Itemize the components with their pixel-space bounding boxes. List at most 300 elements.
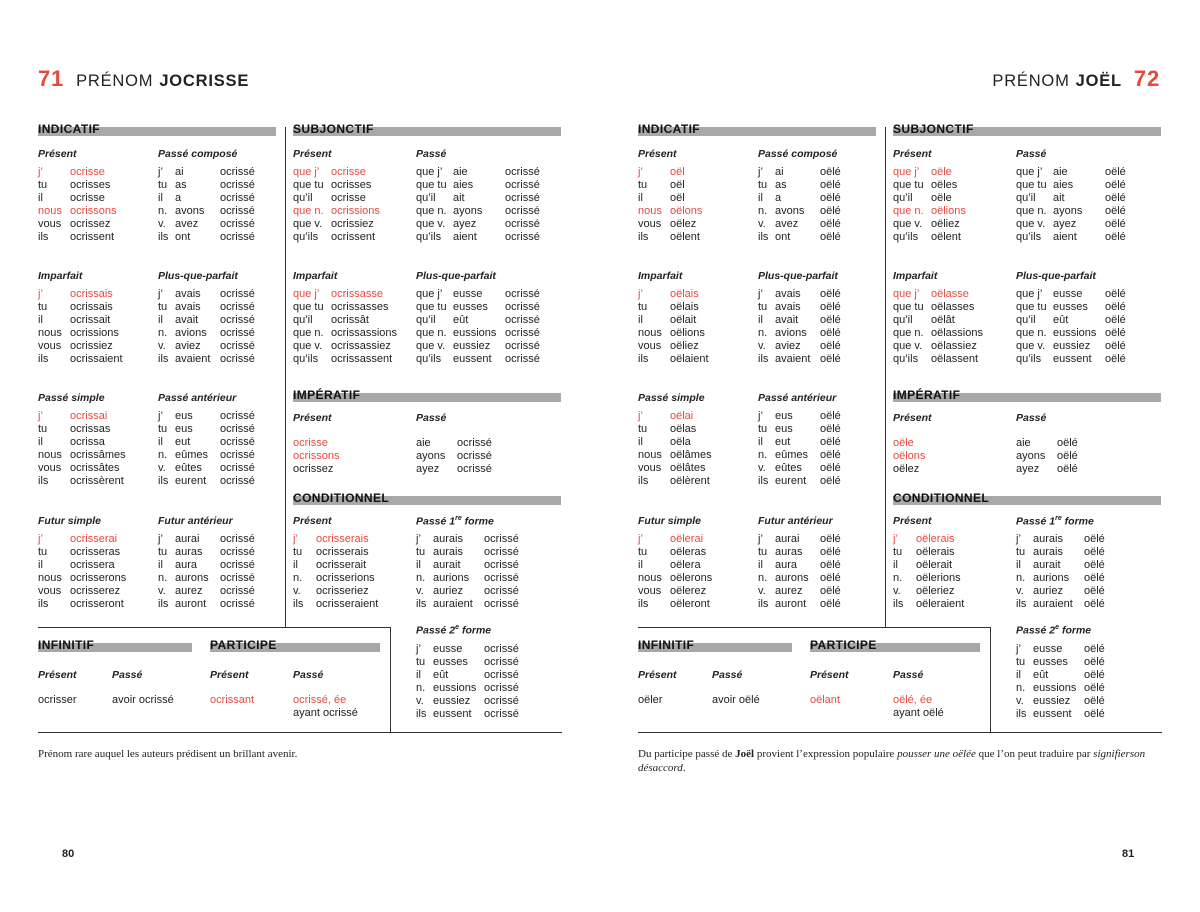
auxiliary: eus [175, 410, 193, 422]
auxiliary: eusses [433, 656, 468, 668]
verb-form: ocrissiez [70, 340, 113, 352]
pronoun: j’ [38, 166, 43, 178]
past-participle: oëlé [1105, 314, 1126, 326]
past-participle: oëlé [820, 327, 841, 339]
verb-form: oëlas [670, 423, 697, 435]
verb-form: ocrissais [70, 288, 113, 300]
pronoun: il [758, 436, 763, 448]
past-participle: ocrissé [505, 166, 540, 178]
pronoun: ils [1016, 598, 1027, 610]
pronoun: j’ [38, 288, 43, 300]
auxiliary: eût [453, 314, 469, 326]
past-participle: oëlé [1105, 353, 1126, 365]
verb-form: ocrissèrent [70, 475, 124, 487]
auxiliary: eussions [1053, 327, 1097, 339]
past-participle: oëlé [1105, 340, 1126, 352]
verb-form: ocrissions [70, 327, 119, 339]
pronoun: que n. [293, 327, 324, 339]
tense-name: Passé [112, 669, 143, 681]
verb-form: oëlai [670, 410, 694, 422]
auxiliary: auraient [433, 598, 473, 610]
auxiliary: aurais [433, 546, 463, 558]
pronoun: v. [758, 462, 766, 474]
auxiliary: avais [175, 301, 201, 313]
verb-form: oëliez [670, 340, 699, 352]
auxiliary: auront [775, 598, 807, 610]
past-participle: ocrissé [220, 166, 255, 178]
pronoun: v. [416, 585, 424, 597]
past-participle: ocrissé [220, 559, 255, 571]
pronoun: tu [638, 546, 648, 558]
section-heading: INFINITIF [638, 638, 695, 652]
pronoun: tu [758, 423, 768, 435]
past-participle: oëlé [820, 449, 841, 461]
verb-form: ocrisse [70, 192, 105, 204]
verb-form: ocrissera [70, 559, 115, 571]
past-participle: ocrissé [457, 463, 492, 475]
past-participle: oëlé [820, 205, 841, 217]
past-participle: ocrissé [505, 205, 540, 217]
past-participle: ocrissé [220, 462, 255, 474]
verb-form: ocrisse [331, 166, 366, 178]
tense-name: Imparfait [638, 270, 683, 282]
pronoun: que tu [1016, 179, 1047, 191]
footnote-text: Joël [735, 748, 755, 760]
verb-form: oël [670, 192, 685, 204]
infinitive-present: oëler [638, 694, 663, 706]
past-participle: oëlé [820, 314, 841, 326]
pronoun: j’ [758, 533, 763, 545]
past-participle: ocrissé [505, 218, 540, 230]
pronoun: que j’ [893, 166, 920, 178]
pronoun: que n. [1016, 327, 1047, 339]
pronoun: il [158, 436, 163, 448]
past-participle: oëlé [820, 546, 841, 558]
past-participle: ocrissé [220, 475, 255, 487]
pronoun: il [38, 559, 43, 571]
tense-name: Présent [638, 148, 677, 160]
pronoun: n. [416, 572, 426, 584]
auxiliary: aurais [433, 533, 463, 545]
pronoun: ils [893, 598, 904, 610]
infinitif-section [638, 638, 792, 652]
tense-name: Présent [293, 148, 332, 160]
pronoun: nous [638, 205, 662, 217]
pronoun: j’ [638, 533, 643, 545]
chapter-number: 71 [38, 66, 65, 91]
past-participle: ocrissé [220, 192, 255, 204]
pronoun: que n. [1016, 205, 1047, 217]
pronoun: j’ [416, 533, 421, 545]
title-name: JOCRISSE [159, 72, 250, 90]
pronoun: il [638, 436, 643, 448]
auxiliary: eus [775, 410, 793, 422]
tense-name: Passé [893, 669, 924, 681]
section-heading: CONDITIONNEL [893, 491, 990, 505]
verb-form: oëliez [931, 218, 960, 230]
pronoun: tu [1016, 546, 1026, 558]
verb-form: ocrissent [70, 231, 115, 243]
tense-name: Imparfait [293, 270, 338, 282]
past-participle: ocrissé [484, 695, 519, 707]
pronoun: que v. [416, 340, 446, 352]
pronoun: j’ [758, 410, 763, 422]
column-divider [285, 127, 286, 627]
pronoun: que tu [1016, 301, 1047, 313]
auxiliary: aurais [1033, 533, 1063, 545]
auxiliary: auras [175, 546, 203, 558]
pronoun: que tu [416, 301, 447, 313]
auxiliary: auraient [1033, 598, 1073, 610]
pronoun: nous [38, 205, 62, 217]
auxiliary: aie [416, 437, 431, 449]
auxiliary: eus [775, 423, 793, 435]
tense-name: Présent [893, 148, 932, 160]
pronoun: j’ [758, 288, 763, 300]
past-participle: oëlé [820, 423, 841, 435]
past-participle: ocrissé [505, 301, 540, 313]
past-participle: ocrissé [484, 598, 519, 610]
verb-form: ocrisseras [70, 546, 121, 558]
auxiliary: eussions [1033, 682, 1077, 694]
auxiliary: avez [175, 218, 199, 230]
auxiliary: aurai [175, 533, 200, 545]
past-participle: ocrissé [505, 353, 540, 365]
pronoun: qu’il [293, 314, 313, 326]
pronoun: vous [38, 218, 62, 230]
pronoun: ils [638, 475, 649, 487]
auxiliary: aurons [775, 572, 809, 584]
auxiliary: eussiez [433, 695, 471, 707]
auxiliary: eût [1053, 314, 1069, 326]
auxiliary: eût [433, 669, 449, 681]
folio: 81 [1122, 848, 1135, 860]
verb-form: oëleras [670, 546, 707, 558]
past-participle: ocrissé [484, 682, 519, 694]
tense-name: Passé composé [158, 148, 238, 160]
tense-name: Présent [210, 669, 249, 681]
conditionnel-section [293, 491, 561, 505]
footnote-text: son désaccord [638, 748, 1146, 774]
pronoun: ils [38, 475, 49, 487]
past-participle: ocrissé [505, 231, 540, 243]
pronoun: j’ [158, 288, 163, 300]
auxiliary: eûtes [175, 462, 202, 474]
verb-form: ocrisserais [316, 533, 369, 545]
pronoun: j’ [158, 533, 163, 545]
verb-form: oële [931, 166, 952, 178]
section-heading: INDICATIF [38, 122, 101, 136]
pronoun: n. [158, 449, 168, 461]
verb-form: ocrissaient [70, 353, 123, 365]
pronoun: v. [758, 218, 766, 230]
past-participle: oëlé [820, 436, 841, 448]
footnote: Prénom rare auquel les auteurs prédisent un brillant avenir. [38, 748, 298, 760]
past-participle: ocrissé [484, 656, 519, 668]
pronoun: que j’ [293, 288, 320, 300]
auxiliary: avaient [775, 353, 811, 365]
pronoun: v. [758, 585, 766, 597]
verb-form: oëlerions [916, 572, 961, 584]
past-participle: ocrissé [220, 423, 255, 435]
pronoun: n. [758, 205, 768, 217]
pronoun: tu [38, 301, 48, 313]
footnote [638, 747, 1158, 775]
pronoun: tu [416, 656, 426, 668]
past-participle: ocrissé [220, 301, 255, 313]
tense-name: Présent [38, 148, 77, 160]
pronoun: tu [893, 546, 903, 558]
auxiliary: auriez [433, 585, 463, 597]
tense-superscript: e [1055, 624, 1060, 631]
infinitive-past: avoir ocrissé [112, 694, 174, 706]
past-participle: oëlé [1105, 218, 1126, 230]
box-bottom [638, 732, 1162, 733]
footnote-text: . [682, 762, 686, 774]
subjonctif-section [893, 122, 1161, 136]
pronoun: j’ [38, 410, 43, 422]
pronoun: il [158, 192, 163, 204]
pronoun: que j’ [1016, 166, 1043, 178]
past-participle: oëlé [820, 288, 841, 300]
auxiliary: ayons [416, 450, 446, 462]
pronoun: il [38, 192, 43, 204]
indicatif-section [638, 122, 876, 136]
imperatif-section [293, 388, 561, 402]
pronoun: n. [158, 572, 168, 584]
footnote-text: Du participe passé de [638, 748, 736, 760]
conditionnel-section [893, 491, 1161, 505]
pronoun: v. [158, 218, 166, 230]
past-participle: oëlé [1105, 327, 1126, 339]
tense-name: Plus-que-parfait [416, 270, 496, 282]
tense-name [416, 624, 491, 637]
verb-form: oële [893, 437, 914, 449]
auxiliary: eusses [453, 301, 488, 313]
column-divider [885, 127, 886, 627]
auxiliary: aura [175, 559, 198, 571]
verb-form: ocrissait [70, 314, 111, 326]
pronoun: n. [758, 572, 768, 584]
verb-form: ocrisses [331, 179, 372, 191]
pronoun: n. [293, 572, 303, 584]
pronoun: tu [293, 546, 303, 558]
past-participle: ocrissé [484, 559, 519, 571]
past-participle: ocrissé [220, 533, 255, 545]
auxiliary: aurai [775, 533, 800, 545]
verb-form: oëlent [931, 231, 961, 243]
pronoun: que j’ [893, 288, 920, 300]
participle-past: oëlé, ée [893, 694, 933, 706]
pronoun: v. [1016, 585, 1024, 597]
verb-form: ocrissassent [331, 353, 393, 365]
past-participle: oëlé [820, 475, 841, 487]
verb-form: oëlâtes [670, 462, 706, 474]
pronoun: que tu [293, 301, 324, 313]
title-prefix: PRÉNOM [992, 72, 1070, 90]
pronoun: il [758, 192, 763, 204]
past-participle: oëlé [1084, 643, 1105, 655]
past-participle: oëlé [1105, 205, 1126, 217]
tense-name: Passé simple [38, 392, 105, 404]
verb-form: oëlons [670, 205, 703, 217]
pronoun: que n. [893, 205, 924, 217]
verb-form: oëlerais [916, 533, 955, 545]
verb-form: ocrissai [70, 410, 108, 422]
pronoun: que v. [1016, 340, 1046, 352]
participle-past-compound: ayant ocrissé [293, 707, 358, 719]
auxiliary: aie [453, 166, 468, 178]
pronoun: j’ [758, 166, 763, 178]
auxiliary: ayons [1053, 205, 1083, 217]
auxiliary: avait [175, 314, 199, 326]
pronoun: tu [638, 179, 648, 191]
tense-name: Passé [416, 148, 447, 160]
pronoun: qu’il [893, 314, 913, 326]
pronoun: ils [638, 353, 649, 365]
auxiliary: aies [1053, 179, 1074, 191]
section-heading: PARTICIPE [210, 638, 277, 652]
pronoun: qu’ils [1016, 231, 1042, 243]
pronoun: n. [1016, 682, 1026, 694]
pronoun: tu [158, 423, 168, 435]
auxiliary: eussiez [453, 340, 491, 352]
pronoun: il [893, 559, 898, 571]
auxiliary: avait [775, 314, 799, 326]
verb-form: oëlais [670, 288, 699, 300]
pronoun: ils [758, 598, 769, 610]
pronoun: ils [758, 475, 769, 487]
past-participle: oëlé [820, 462, 841, 474]
pronoun: ils [758, 231, 769, 243]
auxiliary: aurez [175, 585, 203, 597]
past-participle: oëlé [1084, 572, 1105, 584]
pronoun: v. [293, 585, 301, 597]
verb-form: ocrisserait [316, 559, 367, 571]
pronoun: qu’ils [293, 353, 319, 365]
pronoun: que j’ [1016, 288, 1043, 300]
verb-form: oël [670, 179, 685, 191]
pronoun: que n. [893, 327, 924, 339]
verb-form: ocrisseriez [316, 585, 369, 597]
pronoun: tu [158, 301, 168, 313]
verb-form: ocrisse [70, 166, 105, 178]
pronoun: j’ [1016, 643, 1021, 655]
pronoun: v. [1016, 695, 1024, 707]
pronoun: qu’il [416, 192, 436, 204]
auxiliary: avez [775, 218, 799, 230]
auxiliary: auront [175, 598, 207, 610]
verb-form: ocrissez [293, 463, 334, 475]
footnote-text: pousser une oëlée [897, 748, 976, 760]
past-participle: oëlé [1057, 463, 1078, 475]
tense-name: Présent [893, 412, 932, 424]
pronoun: que v. [893, 340, 923, 352]
chapter-number: 72 [1133, 66, 1160, 91]
pronoun: ils [758, 353, 769, 365]
tense-name-part: Passé 1 [416, 515, 456, 528]
tense-name: Passé [712, 669, 743, 681]
verb-form: oëlasses [931, 301, 975, 313]
pronoun: j’ [638, 288, 643, 300]
past-participle: ocrissé [484, 572, 519, 584]
auxiliary: eusse [453, 288, 483, 300]
pronoun: qu’ils [416, 231, 442, 243]
verb-form: oëlassiez [931, 340, 977, 352]
pronoun: tu [758, 179, 768, 191]
tense-name-part: Passé 2 [416, 624, 456, 637]
past-participle: ocrissé [220, 598, 255, 610]
pronoun: vous [638, 218, 662, 230]
auxiliary: ayez [1016, 463, 1040, 475]
auxiliary: ait [453, 192, 465, 204]
auxiliary: aurez [775, 585, 803, 597]
auxiliary: eût [1033, 669, 1049, 681]
verb-form: ocrisserons [70, 572, 127, 584]
pronoun: nous [638, 449, 662, 461]
verb-form: ocrisses [70, 179, 111, 191]
participe-section [810, 638, 980, 652]
auxiliary: avais [775, 288, 801, 300]
participle-past: ocrissé, ée [293, 694, 347, 706]
pronoun: il [38, 314, 43, 326]
auxiliary: eurent [175, 475, 207, 487]
auxiliary: ayez [416, 463, 440, 475]
auxiliary: ayez [453, 218, 477, 230]
auxiliary: as [775, 179, 787, 191]
pronoun: tu [38, 179, 48, 191]
past-participle: oëlé [820, 179, 841, 191]
past-participle: oëlé [1105, 231, 1126, 243]
box-top [38, 627, 390, 628]
auxiliary: aurait [1033, 559, 1061, 571]
past-participle: ocrissé [220, 449, 255, 461]
section-heading: SUBJONCTIF [293, 122, 374, 136]
pronoun: j’ [638, 410, 643, 422]
verb-form: ocrissassiez [331, 340, 391, 352]
pronoun: j’ [38, 533, 43, 545]
pronoun: ils [38, 231, 49, 243]
participle-past-compound: ayant oëlé [893, 707, 944, 719]
auxiliary: aura [775, 559, 798, 571]
past-participle: oëlé [1057, 450, 1078, 462]
pronoun: qu’il [1016, 192, 1036, 204]
auxiliary: eut [775, 436, 791, 448]
pronoun: vous [38, 462, 62, 474]
verb-form: ocrisseraient [316, 598, 379, 610]
pronoun: il [1016, 559, 1021, 571]
auxiliary: eut [175, 436, 191, 448]
participle-present: oëlant [810, 694, 840, 706]
verb-form: oëlerai [670, 533, 704, 545]
tense-name: Présent [293, 515, 332, 527]
verb-form: ocrissas [70, 423, 111, 435]
past-participle: ocrissé [220, 231, 255, 243]
infinitive-present: ocrisser [38, 694, 77, 706]
past-participle: ocrissé [220, 410, 255, 422]
verb-form: oëlâmes [670, 449, 712, 461]
past-participle: oëlé [1057, 437, 1078, 449]
verb-form: oële [931, 192, 952, 204]
auxiliary: eusse [433, 643, 463, 655]
auxiliary: a [175, 192, 182, 204]
pronoun: que tu [893, 179, 924, 191]
verb-form: ocrisserez [70, 585, 121, 597]
tense-name: Passé [1016, 148, 1047, 160]
pronoun: il [38, 436, 43, 448]
tense-name: Passé [1016, 412, 1047, 424]
tense-name: Passé [293, 669, 324, 681]
